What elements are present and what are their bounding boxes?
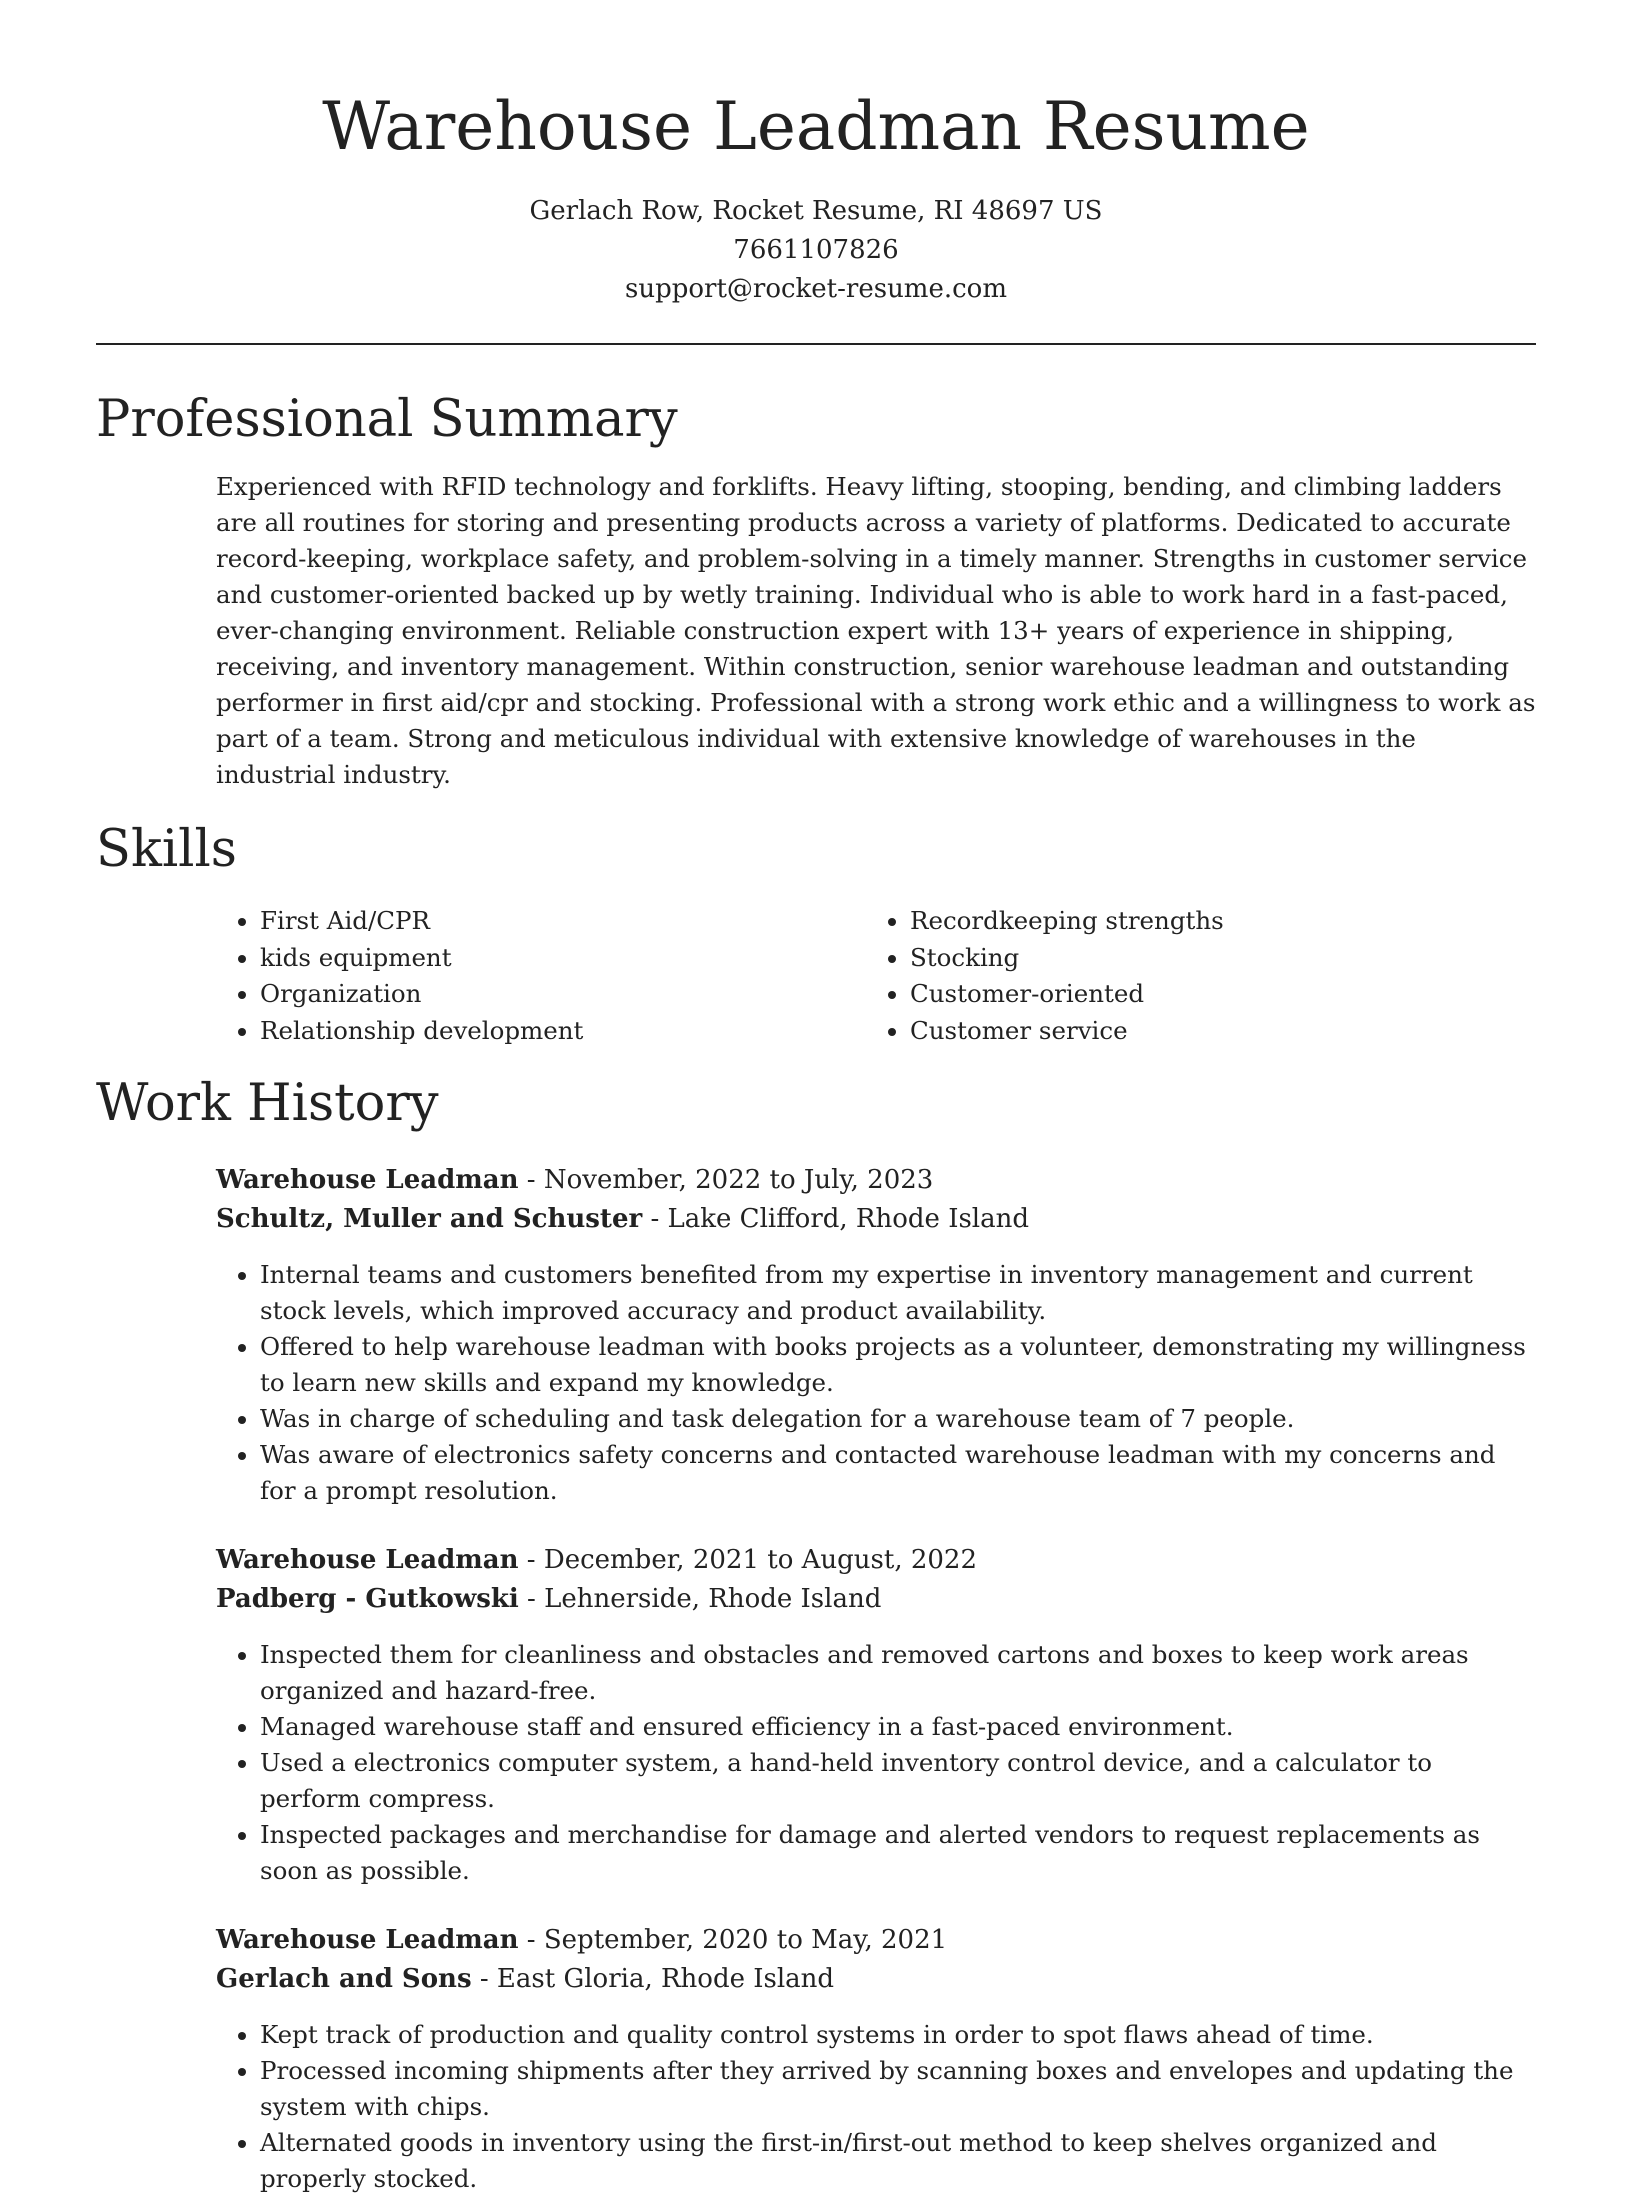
contact-phone: 7661107826 xyxy=(733,235,899,265)
job-title: Warehouse Leadman xyxy=(216,1925,519,1955)
job-location: - Lehnerside, Rhode Island xyxy=(518,1584,882,1614)
contact-address: Gerlach Row, Rocket Resume, RI 48697 US xyxy=(529,196,1103,226)
job-bullet: • Offered to help warehouse leadman with books projects as a volunteer, demonstrating my willingness to learn new skills and expand my knowledge. xyxy=(260,1329,1536,1401)
job-dates: - December, 2021 to August, 2022 xyxy=(518,1545,978,1575)
skills-column-right xyxy=(866,903,1536,1049)
skill-item: • Stocking xyxy=(910,940,1536,977)
job-dates: - September, 2020 to May, 2021 xyxy=(518,1925,948,1955)
job-title: Warehouse Leadman xyxy=(216,1545,519,1575)
job-bullet: • Processed incoming shipments after they arrived by scanning boxes and envelopes and updating the system with chips. xyxy=(260,2053,1536,2125)
job-company-line xyxy=(216,1200,1536,1239)
resume-title: Warehouse Leadman Resume xyxy=(322,88,1310,165)
skill-item: • Customer-oriented xyxy=(910,976,1536,1013)
skill-item: • Relationship development xyxy=(260,1013,866,1050)
job-company-line xyxy=(216,1580,1536,1619)
job-bullet: • Kept track of production and quality control systems in order to spot flaws ahead of time. xyxy=(260,2017,1536,2053)
resume-header xyxy=(96,0,1536,309)
job-dates: - November, 2022 to July, 2023 xyxy=(518,1165,934,1195)
skills-heading: Skills xyxy=(96,820,237,879)
skill-item: • kids equipment xyxy=(260,940,866,977)
job-location: - East Gloria, Rhode Island xyxy=(471,1964,835,1994)
job-location: - Lake Clifford, Rhode Island xyxy=(642,1204,1030,1234)
job-title-line xyxy=(216,1541,1536,1580)
job-bullet: • Used a electronics computer system, a hand-held inventory control device, and a calculator to perform compress. xyxy=(260,1745,1536,1817)
contact-info xyxy=(96,192,1536,309)
skills-list xyxy=(216,903,1536,1049)
job-company-line xyxy=(216,1960,1536,1999)
job-company: Padberg - Gutkowski xyxy=(216,1584,519,1614)
job-bullet: • Inspected them for cleanliness and obstacles and removed cartons and boxes to keep work areas organized and hazard-free. xyxy=(260,1637,1536,1709)
job-bullets xyxy=(216,1637,1536,1889)
job-bullet: • Inspected packages and merchandise for damage and alerted vendors to request replacements as soon as possible. xyxy=(260,1817,1536,1889)
job-bullet: • Alternated goods in inventory using the first-in/first-out method to keep shelves organized and properly stocked. xyxy=(260,2125,1536,2197)
skill-item: • First Aid/CPR xyxy=(260,903,866,940)
job-bullets xyxy=(216,2017,1536,2197)
job-entry xyxy=(216,1921,1536,2197)
skill-item: • Organization xyxy=(260,976,866,1013)
skill-item: • Customer service xyxy=(910,1013,1536,1050)
job-entry xyxy=(216,1161,1536,1509)
job-entry xyxy=(216,1541,1536,1889)
job-bullet: • Was aware of electronics safety concerns and contacted warehouse leadman with my concerns and for a prompt resolution. xyxy=(260,1437,1536,1509)
job-bullets xyxy=(216,1257,1536,1509)
job-title: Warehouse Leadman xyxy=(216,1165,519,1195)
job-company: Schultz, Muller and Schuster xyxy=(216,1204,643,1234)
work-history-heading: Work History xyxy=(96,1074,439,1133)
job-bullet: • Was in charge of scheduling and task delegation for a warehouse team of 7 people. xyxy=(260,1401,1536,1437)
job-title-line xyxy=(216,1921,1536,1960)
job-title-line xyxy=(216,1161,1536,1200)
summary-text: Experienced with RFID technology and forklifts. Heavy lifting, stooping, bending, and climbing ladders are all routines for storing and presenting products across a variety of platforms. Dedicated to accurate record-keeping, workplace safety, and problem-solving in a timely manner. Strengths in customer service and customer-oriented backed up by wetly training. Individual who is able to work hard in a fast-paced, ever-changing environment. Reliable construction expert with 13+ years of experience in shipping, receiving, and inventory management. Within construction, senior warehouse leadman and outstanding performer in first aid/cpr and stocking. Professional with a strong work ethic and a willingness to work as part of a team. Strong and meticulous individual with extensive knowledge of warehouses in the industrial industry. xyxy=(216,472,1536,789)
summary-heading: Professional Summary xyxy=(96,390,678,449)
job-company: Gerlach and Sons xyxy=(216,1964,472,1994)
job-bullet: • Internal teams and customers benefited from my expertise in inventory management and current stock levels, which improved accuracy and product availability. xyxy=(260,1257,1536,1329)
skill-item: • Recordkeeping strengths xyxy=(910,903,1536,940)
contact-email: support@rocket-resume.com xyxy=(624,274,1007,304)
skills-column-left xyxy=(216,903,866,1049)
header-divider xyxy=(96,343,1536,345)
job-bullet: • Managed warehouse staff and ensured efficiency in a fast-paced environment. xyxy=(260,1709,1536,1745)
